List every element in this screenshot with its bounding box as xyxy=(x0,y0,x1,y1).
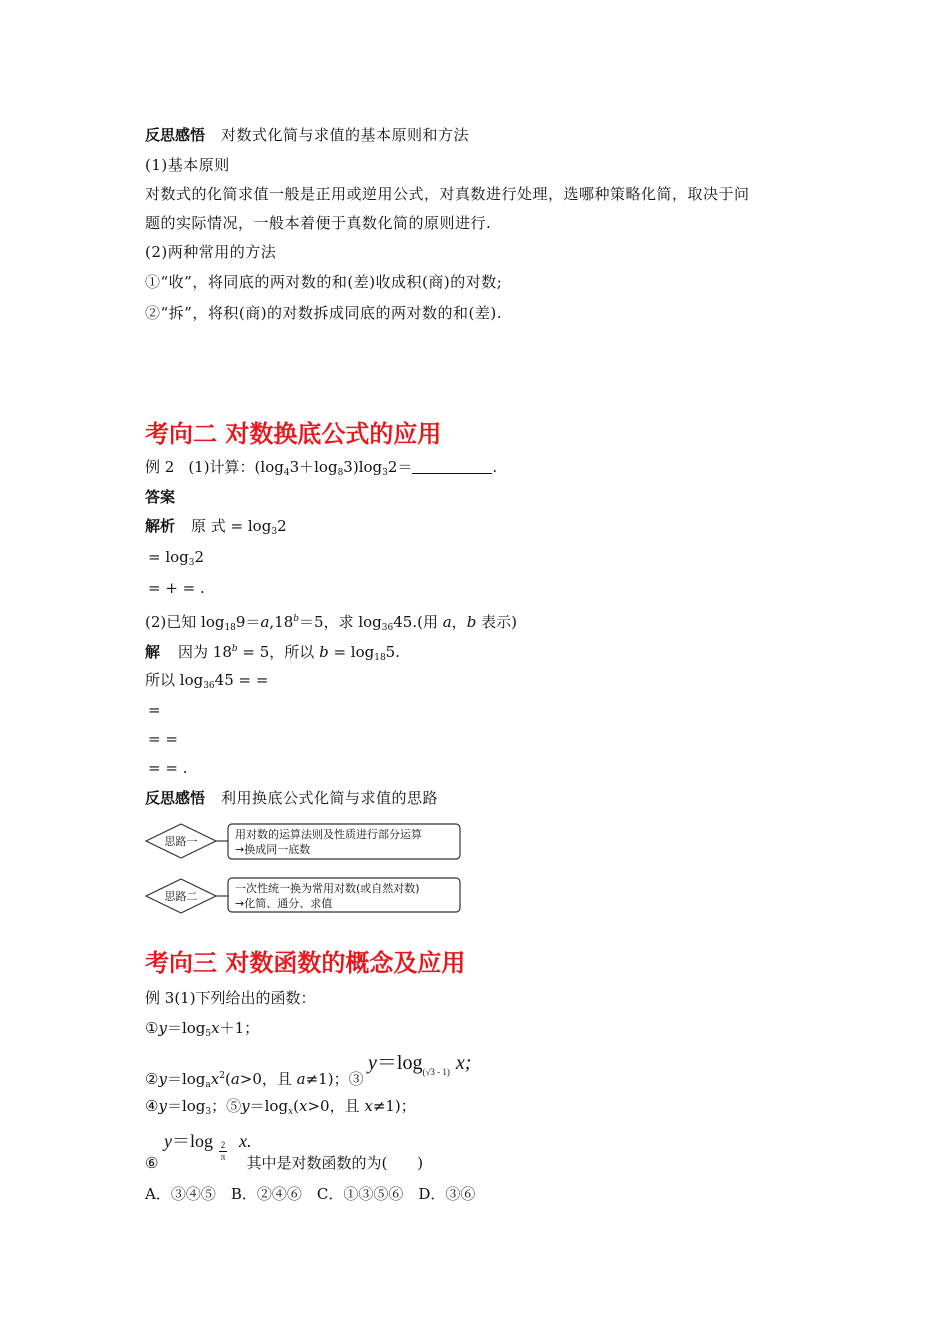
var-y: y xyxy=(368,1052,377,1074)
solution-line-5: = = . xyxy=(148,759,188,777)
route-diagram xyxy=(143,820,468,915)
expr-text: 2 xyxy=(277,517,287,535)
solution-line-3: = xyxy=(148,701,161,719)
expr-text: ≠1)； xyxy=(372,1097,416,1115)
expr-text: 因为 18 xyxy=(178,643,232,661)
expr-text: 所以 log xyxy=(145,671,204,689)
var-y: y xyxy=(164,1131,172,1151)
var-y: y xyxy=(241,1097,250,1115)
answer-blank xyxy=(412,459,492,474)
example-label: 例 2 xyxy=(145,458,175,476)
expr-text: ＝log xyxy=(249,1097,289,1115)
function-3-formula xyxy=(368,1046,471,1077)
superscript: 2 xyxy=(219,1071,225,1081)
var-x: x xyxy=(364,1097,373,1115)
reflection-2-heading xyxy=(145,788,438,808)
route-1-line-1: 用对数的运算法则及性质进行部分运算 xyxy=(235,828,422,841)
expr-text: ＝log xyxy=(166,1019,206,1037)
principle-heading: (1)基本原则 xyxy=(145,156,230,174)
method-split: ②“拆”，将积(商)的对数拆成同底的两对数的和(差). xyxy=(145,304,503,322)
solution-line-2 xyxy=(145,670,268,696)
subscript: a xyxy=(205,1080,211,1090)
analysis-line-1 xyxy=(145,516,287,542)
var-a: a xyxy=(230,1070,240,1088)
subscript: 3 xyxy=(271,527,278,537)
subscript: 36 xyxy=(203,681,215,691)
expr-text: >0，且 xyxy=(239,1070,297,1088)
expr-text: ＋1； xyxy=(219,1019,260,1037)
expr-text: ≠1)；③ xyxy=(305,1070,364,1088)
expr-text: ( xyxy=(224,1070,231,1088)
expr-text: (2)已知 log xyxy=(145,613,225,631)
method-collect: ①“收”，将同底的两对数的和(差)收成积(商)的对数; xyxy=(145,273,503,291)
expr-text: = 5，所以 xyxy=(237,643,320,661)
answer-options: A．③④⑤ B．②④⑥ C．①③⑤⑥ D．③⑥ xyxy=(145,1185,476,1203)
expr-text: 3)log xyxy=(343,458,383,476)
example-label: 例 3 xyxy=(145,989,175,1007)
item-marker: ⑥ xyxy=(145,1154,159,1172)
fraction-denominator: π xyxy=(220,1152,226,1162)
route-2-line-2: →化简、通分、求值 xyxy=(235,897,333,910)
function-2-3 xyxy=(145,1066,364,1095)
analysis-line-3: = + = . xyxy=(148,579,205,597)
expr-text: ＝log xyxy=(166,1070,206,1088)
route-1-line-2: →换成同一底数 xyxy=(235,843,311,856)
var-b: b xyxy=(319,643,329,661)
analysis-label: 解析 xyxy=(145,517,176,535)
expr-text: . xyxy=(492,458,498,476)
expr-text: >0，且 xyxy=(307,1097,365,1115)
expr-text: 3＋log xyxy=(289,458,338,476)
subscript: 5 xyxy=(205,1029,212,1039)
item-marker: ② xyxy=(145,1070,159,1088)
expr-text: 5. xyxy=(385,643,400,661)
subscript: 3 xyxy=(188,558,195,568)
analysis-line-2 xyxy=(148,547,204,573)
reflection-title: 对数式化简与求值的基本原则和方法 xyxy=(221,126,470,144)
expr-text: = log xyxy=(328,643,375,661)
var-a: a xyxy=(260,613,270,631)
expr-text: ＝log xyxy=(376,1052,423,1074)
var-b: b xyxy=(231,644,238,654)
expr-text: 45 = = xyxy=(214,671,269,689)
var-y: y xyxy=(158,1019,167,1037)
var-x: x xyxy=(210,1070,220,1088)
principle-text-1: 对数式的化简求值一般是正用或逆用公式，对真数进行处理，选哪种策略化简，取决于问 xyxy=(145,185,750,203)
route-1 xyxy=(146,824,460,859)
subscript: 3 xyxy=(382,468,388,478)
solution-label: 解 xyxy=(145,643,161,661)
subscript: 8 xyxy=(337,468,344,478)
question-text: 其中是对数函数的为( ) xyxy=(246,1154,424,1172)
reflection-label: 反思感悟 xyxy=(145,126,206,144)
var-x: x; xyxy=(455,1052,472,1074)
reflection-heading xyxy=(145,125,469,145)
var-a: a xyxy=(442,613,452,631)
log-base: (√3 - 1) xyxy=(422,1067,450,1077)
expr-text: ＝log xyxy=(166,1097,206,1115)
solution-line-4: = = xyxy=(148,730,178,748)
var-b: b xyxy=(293,614,300,624)
subscript: 18 xyxy=(374,653,386,663)
principle-text-2: 题的实际情况，一般本着便于真数化简的原则进行. xyxy=(145,214,492,232)
function-1 xyxy=(145,1018,259,1044)
subscript: 4 xyxy=(283,468,290,478)
example-2-part-1 xyxy=(145,457,497,483)
example-3-intro xyxy=(145,988,316,1008)
example-2-part-2 xyxy=(145,609,517,638)
solution-line-1 xyxy=(145,639,400,668)
expr-text: ， xyxy=(451,613,467,631)
section-heading-3: 考向三 对数函数的概念及应用 xyxy=(145,949,466,977)
expr-text: ；⑤ xyxy=(211,1097,242,1115)
expr-text: ( xyxy=(293,1097,299,1115)
expr-text: = log xyxy=(148,548,189,566)
var-a: a xyxy=(296,1070,306,1088)
expr-text: 9＝ xyxy=(235,613,261,631)
subscript: x xyxy=(288,1107,294,1117)
expr-text: 表示) xyxy=(476,613,517,631)
expr-text: 2＝ xyxy=(387,458,413,476)
expr-text: (1)计算：(log xyxy=(188,458,284,476)
fraction-numerator: 2 xyxy=(220,1140,226,1150)
question-line xyxy=(145,1153,423,1173)
methods-heading: (2)两种常用的方法 xyxy=(145,243,277,261)
expr-text: (1)下列给出的函数： xyxy=(174,989,316,1007)
expr-text: 45.(用 xyxy=(393,613,443,631)
function-6-formula xyxy=(164,1127,252,1153)
expr-text: ＝log xyxy=(172,1131,214,1151)
route-2-line-1: 一次性统一换为常用对数(或自然对数) xyxy=(235,882,420,895)
var-y: y xyxy=(158,1097,167,1115)
var-x: x xyxy=(211,1019,220,1037)
subscript: 3 xyxy=(205,1107,212,1117)
route-2-label: 思路二 xyxy=(164,890,198,903)
expr-text: 2 xyxy=(194,548,205,566)
route-1-label: 思路一 xyxy=(164,835,198,848)
subscript: 36 xyxy=(381,623,394,633)
route-2 xyxy=(146,878,460,913)
item-marker: ① xyxy=(145,1019,159,1037)
reflection-title: 利用换底公式化简与求值的思路 xyxy=(221,789,439,807)
expr-text: ＝5，求 log xyxy=(299,613,382,631)
expr-text: 原 式 = log xyxy=(191,517,272,535)
section-heading-2: 考向二 对数换底公式的应用 xyxy=(145,420,442,448)
var-b: b xyxy=(466,613,477,631)
item-marker: ④ xyxy=(145,1097,159,1115)
var-x: x. xyxy=(239,1131,252,1151)
expr-text: ,18 xyxy=(269,613,294,631)
subscript: 18 xyxy=(224,623,236,633)
answer-label: 答案 xyxy=(145,488,176,506)
reflection-label: 反思感悟 xyxy=(145,789,206,807)
var-y: y xyxy=(158,1070,167,1088)
function-4-5 xyxy=(145,1096,416,1122)
var-x: x xyxy=(298,1097,308,1115)
